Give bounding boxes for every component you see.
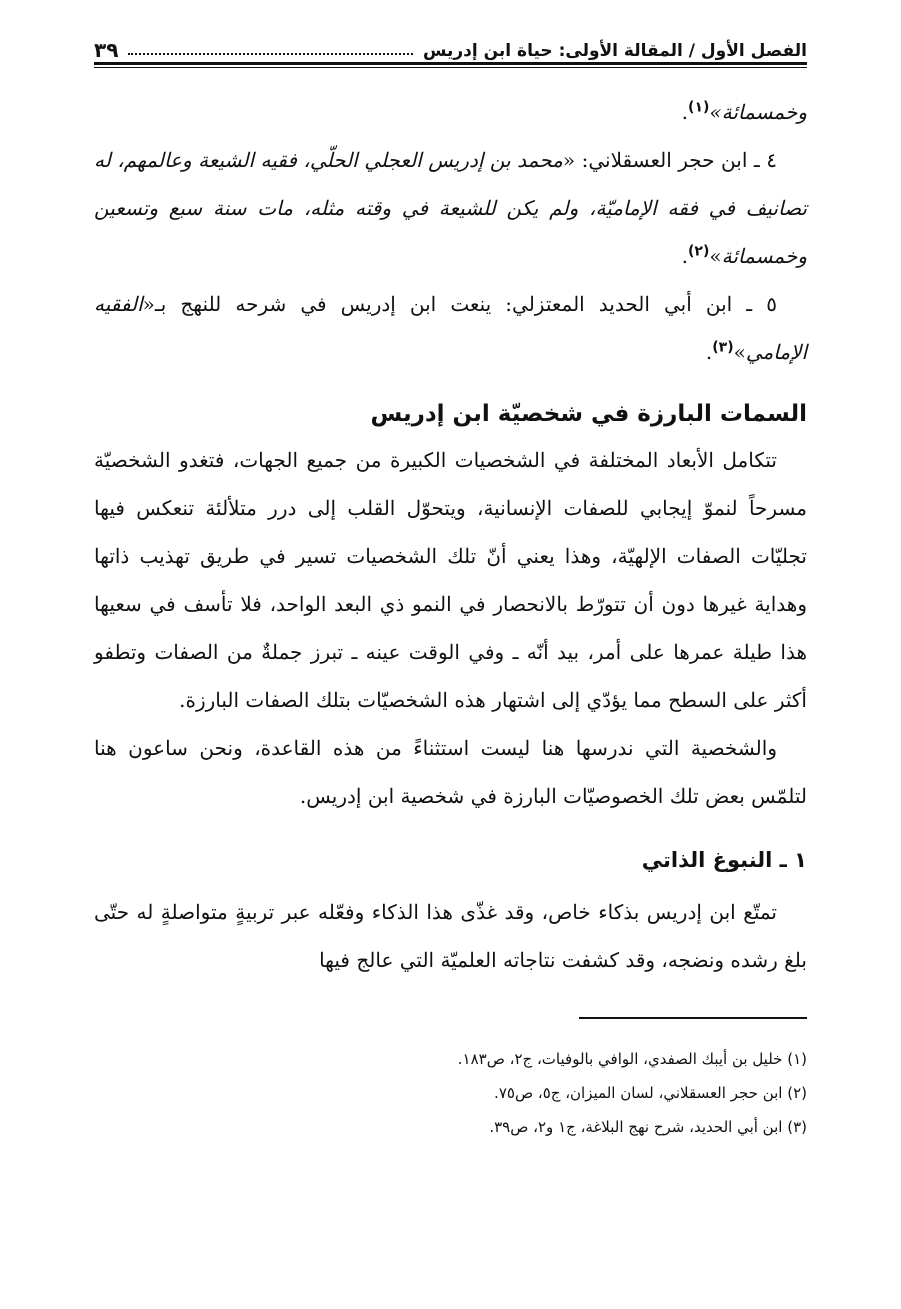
footnote-marker: (٣) [712,339,734,356]
header-rule-thin [94,67,807,68]
list-item-ibn-hajar: ٤ ـ ابن حجر العسقلاني: «محمد بن إدريس العجلي الحلّي، فقيه الشيعة وعالمهم، له تصانيف في فقه الإماميّة، ولم يكن للشيعة في وقته مثله، مات سنة سبع وتسعين وخمسمائة»$^{(٢)}$. [94,148,807,268]
paragraph-3: تمتّع ابن إدريس بذكاء خاص، وقد غذّى هذا الذكاء وفعّله عبر تربيةٍ متواصلةٍ له حتّى بلغ رشده ونضجه، وقد كشفت نتاجاته العلميّة التي عالج فيها [94,900,807,972]
footnotes [94,1042,807,1144]
footnote-3: (٣) ابن أبي الحديد، شرح نهج البلاغة، ج١ و٢، ص٣٩. [489,1118,807,1136]
section-body [94,436,807,820]
subsection-body [94,888,807,984]
continued-quotes-block [94,88,807,376]
footnote-2: (٢) ابن حجر العسقلاني، لسان الميزان، ج٥، ص٧٥. [494,1084,807,1102]
paragraph-2: والشخصية التي ندرسها هنا ليست استثناءً من هذه القاعدة، ونحن ساعون هنا لتلمّس بعض تلك الخصوصيّات البارزة في شخصية ابن إدريس. [94,736,807,808]
header-rule [94,62,807,65]
dotted-leader [128,53,413,55]
footnote-marker: (١) [688,99,710,116]
list-item-ibn-abi-al-hadid: ٥ ـ ابن أبي الحديد المعتزلي: ينعت ابن إدريس في شرحه للنهج بـ«الفقيه الإمامي»$^{(٣)}$. [94,292,807,364]
quote-continuation-line: وخمسمائة»$^{(١)}$. [681,99,807,124]
subsection-heading: ١ ـ النبوغ الذاتي [641,848,807,872]
section-heading: السمات البارزة في شخصيّة ابن إدريس [370,401,807,427]
footnote-separator [579,1017,807,1019]
quote-ibn-hajar: محمد بن إدريس العجلي الحلّي، فقيه الشيعة وعالمهم، له تصانيف في فقه الإماميّة، ولم يكن للشيعة في وقته مثله، مات سنة سبع وتسعين وخمسمائة [94,148,807,268]
footnote-1: (١) خليل بن أيبك الصفدي، الوافي بالوفيات، ج٢، ص١٨٣. [457,1050,807,1068]
quote-ibn-abi-al-hadid: الفقيه الإمامي [94,292,807,364]
chapter-title: الفصل الأول / المقالة الأولى: حياة ابن إدريس [422,41,807,61]
running-header [94,30,807,60]
page-number: ٣٩ [94,38,119,62]
footnote-marker: (٢) [688,243,710,260]
paragraph-1: تتكامل الأبعاد المختلفة في الشخصيات الكبيرة من جميع الجهات، فتغدو الشخصيّة مسرحاً لنموّ إيجابي للصفات الإنسانية، ويتحوّل القلب إلى درر متلألئة تنعكس فيها تجليّات الصفات الإلهيّة، وهذا يعني أنّ تلك الشخصيات تسير في طريق تهذيب ذاتها وهداية غيرها دون أن تتورّط بالانحصار في النمو ذي البعد الواحد، فلا تأسف في سعيها هذا طيلة عمرها على أمر، بيد أنّه ـ وفي الوقت عينه ـ تبرز جملةٌ من الصفات وتطفو أكثر على السطح مما يؤدّي إلى اشتهار هذه الشخصيّات بتلك الصفات البارزة. [94,448,807,712]
